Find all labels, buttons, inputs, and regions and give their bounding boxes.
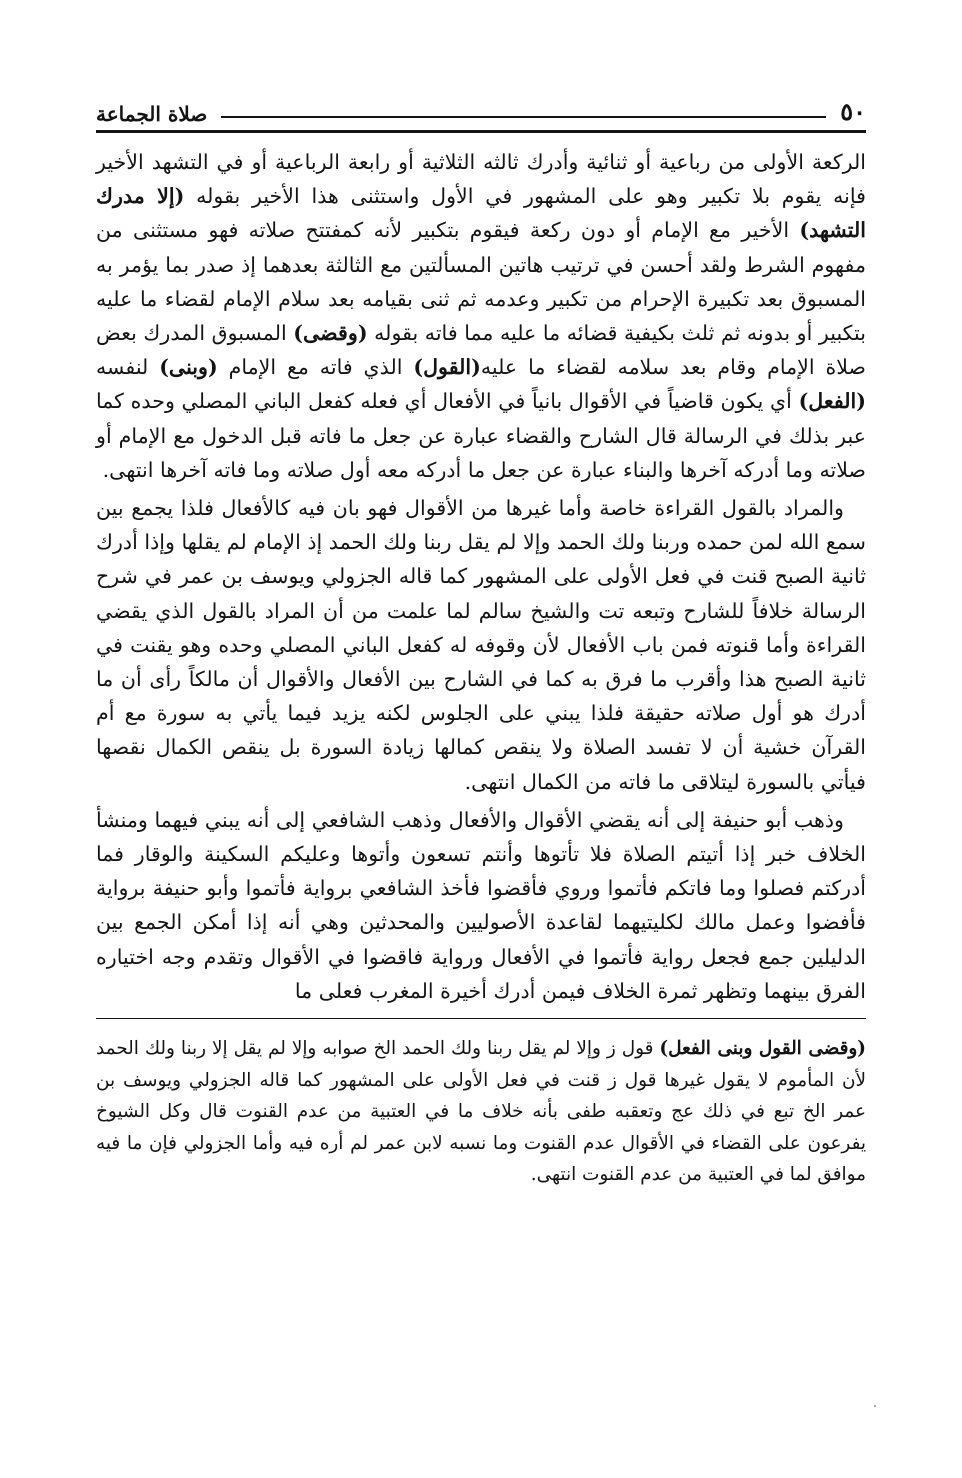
bold-term: (الفعل) (798, 389, 866, 414)
header-rule (221, 116, 826, 118)
paragraph (96, 803, 866, 1008)
paragraph (96, 491, 866, 799)
text-segment: الأخير مع الإمام أو دون ركعة فيقوم بتكبير لأنه كمفتتح صلاته فهو مستثنى من مفهوم الشرط ولقد أحسن في ترتيب هاتين المسألتين مع الثالثة بعدهما إذ صدر بما يؤمر به المسبوق بعد تكبيرة الإحرام من تكبير وعدمه ثم ثنى بقيامه بعد سلام الإمام لقضاء ما عليه بتكبير أو بدونه ثم ثلث بكيفية قضائه ما عليه مما فاته بقوله (96, 218, 866, 346)
running-header (96, 84, 866, 124)
header-divider (96, 130, 866, 133)
page-number: ٥٠ (840, 97, 866, 126)
paragraph (96, 145, 866, 487)
bold-term: (القول) (413, 355, 481, 380)
book-page (96, 84, 866, 1209)
scan-speck (874, 1405, 876, 1407)
text-segment: والمراد بالقول القراءة خاصة وأما غيرها من الأقوال فهو بان فيه كالأفعال فلذا يجمع بين سمع الله لمن حمده وربنا ولك الحمد وإلا لم يقل ربنا ولك الحمد إذ الإمام لم يقلها وإذا أدرك ثانية الصبح قنت في فعل الأولى على المشهور كما قاله الجزولي ويوسف بن عمر في شرح الرسالة خلافاً للشارح وتبعه تت والشيخ سالم لما علمت من أن المراد بالقول الذي يقضي القراءة وأما قنوته فمن باب الأفعال لأن وقوفه له كفعل الباني المصلي وحده وهو يقنت في ثانية الصبح هذا وأقرب ما فرق به كما في الشارح بين الأفعال والأقوال أن مالكاً رأى أن ما أدرك هو أول صلاته حقيقة فلذا يبني على الجلوس لكنه يزيد فيما يأتي به سورة مع أم القرآن خشية أن لا تفسد الصلاة ولا ينقص كمالها زيادة السورة بل ينقص الكمال نقصها فيأتي بالسورة ليتلاقى ما فاته من الكمال انتهى. (96, 496, 866, 794)
text-segment: وذهب أبو حنيفة إلى أنه يقضي الأقوال والأفعال وذهب الشافعي إلى أنه يبني فيهما ومنشأ الخلاف خبر إذا أتيتم الصلاة فلا تأتوها وأنتم تسعون وأتوها وعليكم السكينة والوقار فما أدركتم فصلوا وما فاتكم فأتموا وروي فأقضوا فأخذ الشافعي برواية فأتموا وأبو حنيفة برواية فأفضوا وعمل مالك لكليتيهما لقاعدة الأصوليين والمحدثين وهي أنه إذا أمكن الجمع بين الدليلين جمع فجعل رواية فأتموا في الأفعال ورواية فاقضوا في الأقوال وتقدم وجه اختياره الفرق بينهما وتظهر ثمرة الخلاف فيمن أدرك أخيرة المغرب فعلى ما (96, 807, 866, 1003)
text-segment: أي يكون قاضياً في الأقوال بانياً في الأفعال أي فعله كفعل الباني المصلي وحده كما عبر بذلك في الرسالة قال الشارح والقضاء عبارة عن جعل ما فاته قبل الدخول مع الإمام أو صلاته وما أدركه آخرها والبناء عبارة عن جعل ما أدركه معه أول صلاته وما فاته آخرها انتهى. (96, 389, 866, 482)
text-segment: لنفسه (96, 355, 160, 380)
main-text (96, 145, 866, 1008)
bold-term: (وقضى) (293, 321, 368, 346)
text-segment: الركعة الأولى من رباعية أو ثنائية وأدرك ثالثه الثلاثية أو رابعة الرباعية أو في التشهد الأخير فإنه يقوم بلا تكبير وهو على المشهور في الأول واستثنى هذا الأخير بقوله (96, 150, 866, 209)
bold-term: (وبنى) (159, 355, 218, 380)
footnote-separator (96, 1018, 866, 1019)
footnote-heading: (وقضى القول وبنى الفعل) (659, 1038, 867, 1060)
bold-term: (إلا مدرك التشهد) (96, 184, 866, 243)
footnote-text: قول ز وإلا لم يقل ربنا ولك الحمد الخ صوابه وإلا لم يقل إلا ربنا ولك الحمد لأن المأموم لا يقول غيرها قول ز قنت في فعل الأولى على المشهور كما قاله الجزولي ويوسف بن عمر الخ تبع في ذلك عج وتعقبه طفى بأنه خلاف ما في العتبية من عدم القنوت قال وكل الشيوخ يفرعون على القضاء في الأقوال عدم القنوت وما نسبه لابن عمر لم أره فيه وأما الجزولي فإن ما فيه موافق لما في العتبية من عدم القنوت انتهى. (96, 1038, 866, 1186)
text-segment: المسبوق المدرك بعض صلاة الإمام وقام بعد سلامه لقضاء ما عليه (95, 321, 867, 380)
text-segment: الذي فاته مع الإمام (217, 355, 414, 380)
chapter-title: صلاة الجماعة (96, 102, 208, 126)
footnote (96, 1033, 866, 1191)
